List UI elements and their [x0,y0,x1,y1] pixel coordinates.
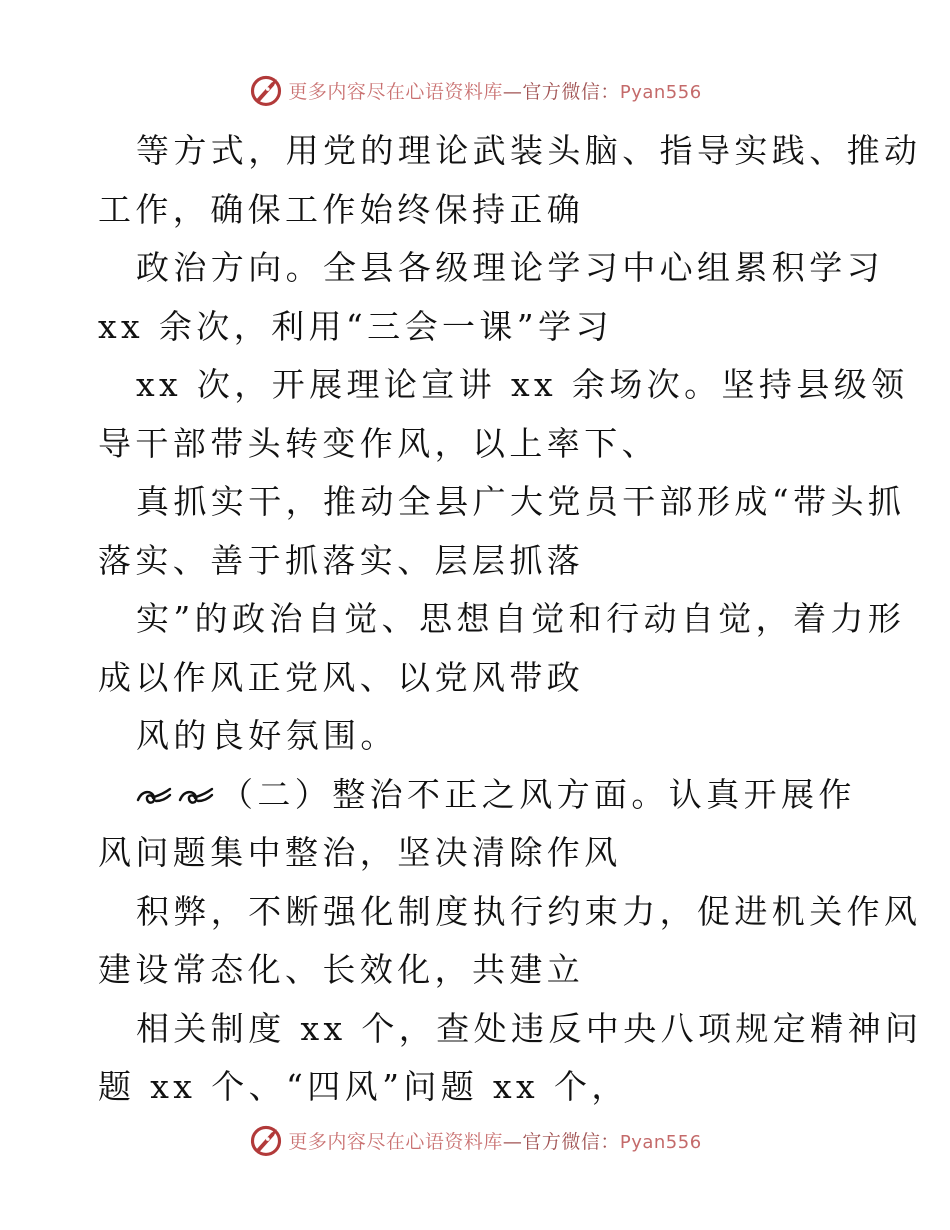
pen-nib-logo-icon [248,72,284,108]
document-body [98,122,923,1117]
paragraph-line: 真抓实干，推动全县广大党员干部形成“带头抓 [136,482,906,521]
paragraph-line: 成以作风正党风、以党风带政 [98,657,585,697]
fleuron-ornament-icon [178,786,214,808]
paragraph-line: 实”的政治自觉、思想自觉和行动自觉，着力形 [136,599,906,638]
pen-nib-logo-icon [248,1122,284,1158]
paragraph-line: 工作，确保工作始终保持正确 [98,189,585,229]
watermark-header [0,70,950,110]
fleuron-ornament-icon [136,786,172,808]
paragraph-line: 风的良好氛围。 [136,716,398,755]
paragraph-line: 等方式，用党的理论武装头脑、指导实践、推动 [136,131,922,170]
paragraph-line: 政治方向。全县各级理论学习中心组累积学习 [136,248,884,287]
paragraph-line: 建设常态化、长效化，共建立 [98,950,585,989]
paragraph-line: 题 xx 个、“四风”问题 xx 个， [98,1067,629,1106]
watermark-footer [0,1120,950,1160]
watermark-text: 更多内容尽在心语资料库—官方微信：Pyan556 [288,80,702,103]
paragraph-line: xx 余次，利用“三会一课”学习 [98,306,613,346]
paragraph-line: 相关制度 xx 个，查处违反中央八项规定精神问 [136,1008,923,1048]
paragraph-line: 导干部带头转变作风，以上率下、 [98,423,659,463]
section-heading-line [98,766,858,825]
section-heading-text: （二）整治不正之风方面。认真开展作 [220,774,856,814]
paragraph-line: 落实、善于抓落实、层层抓落 [98,540,585,580]
watermark-text: 更多内容尽在心语资料库—官方微信：Pyan556 [288,1130,702,1153]
paragraph-line: 积弊，不断强化制度执行约束力，促进机关作风 [136,891,922,931]
paragraph-line: 风问题集中整治，坚决清除作风 [98,833,622,872]
paragraph-line: xx 次，开展理论宣讲 xx 余场次。坚持县级领 [136,365,909,404]
